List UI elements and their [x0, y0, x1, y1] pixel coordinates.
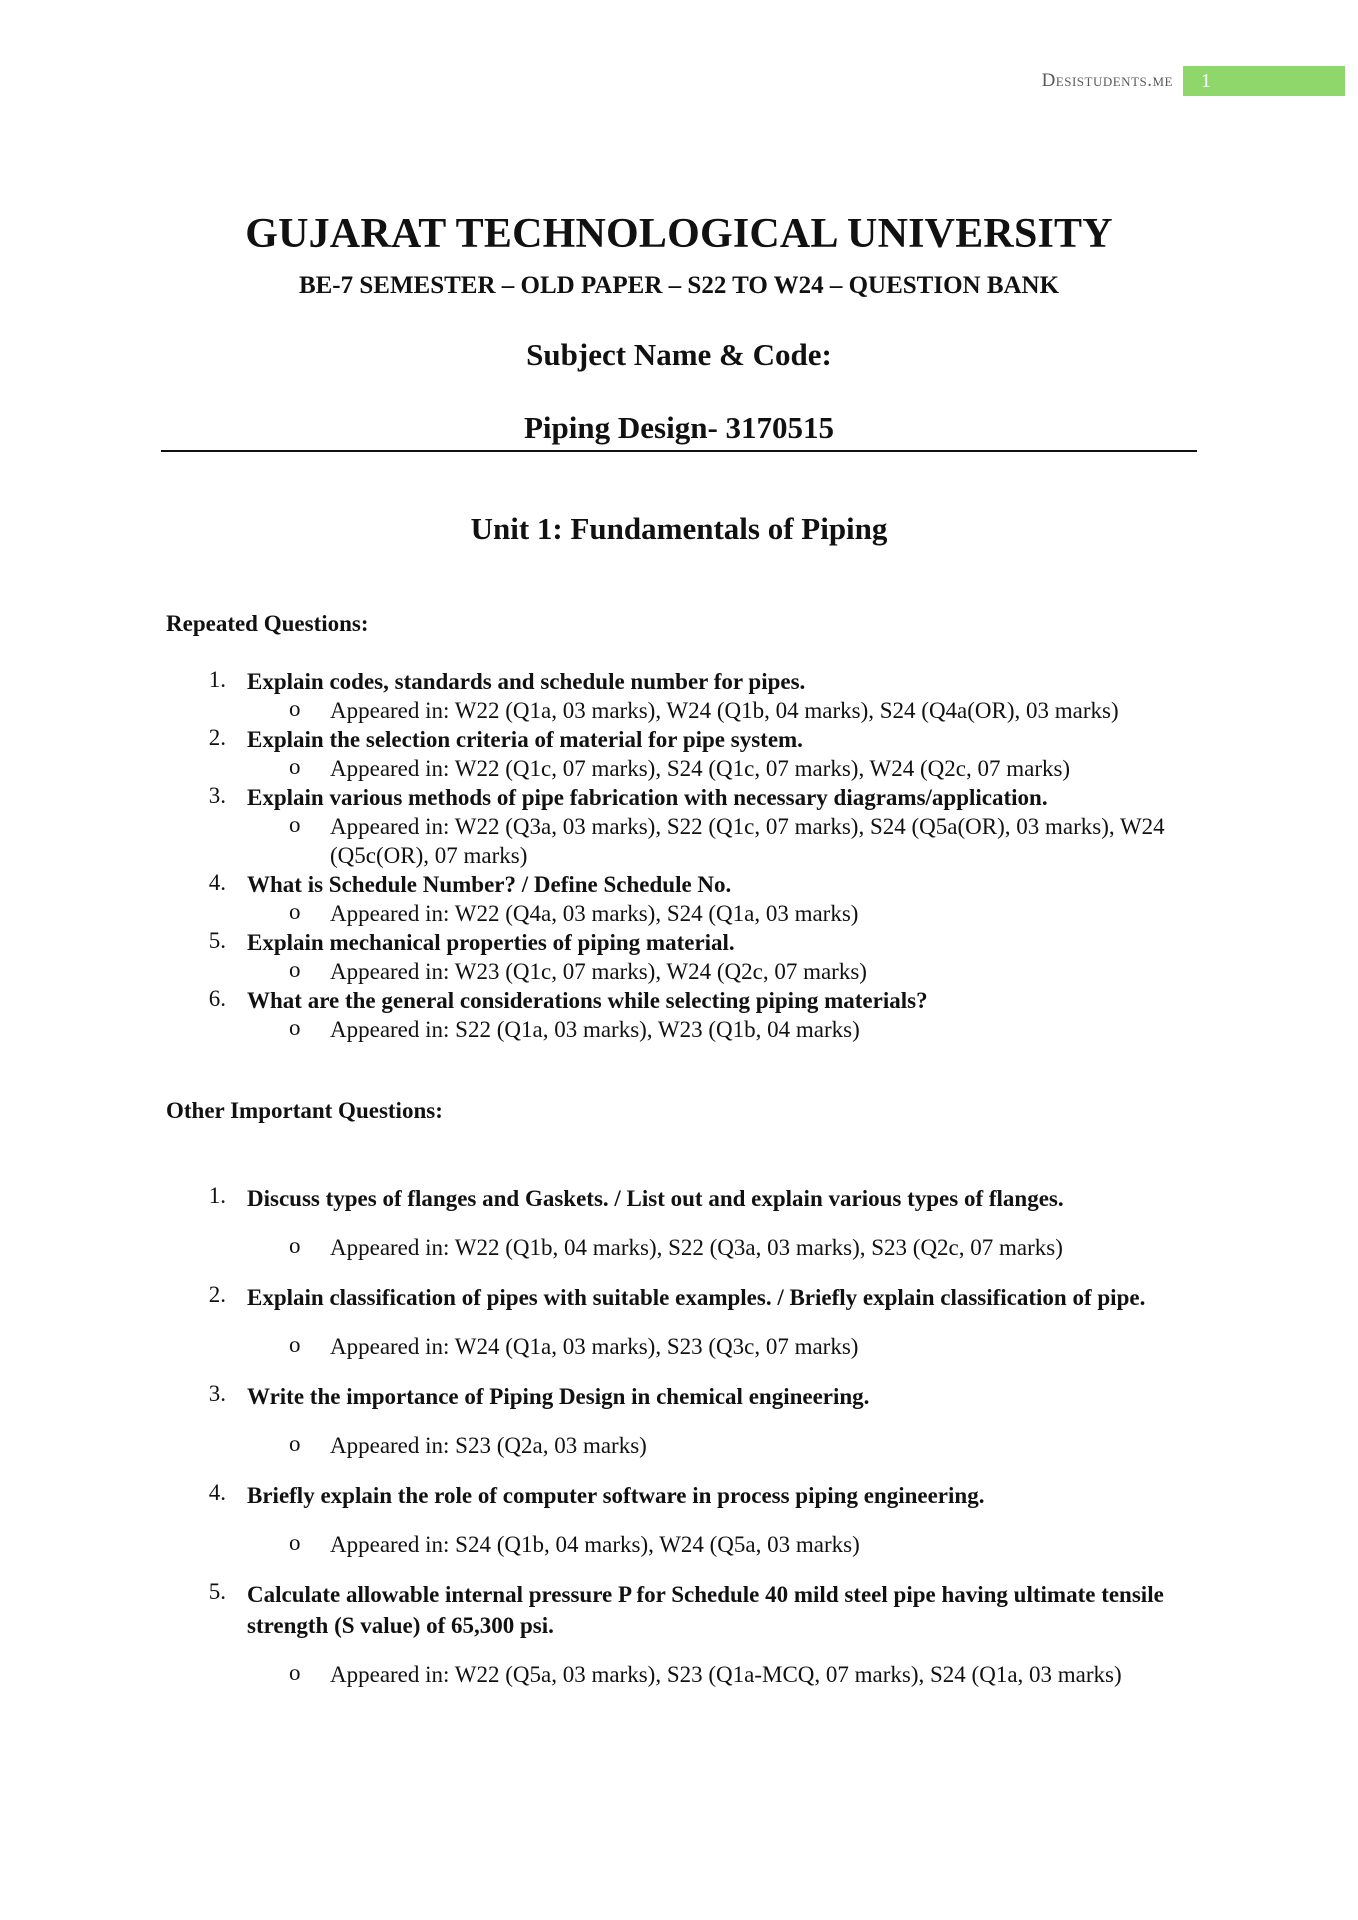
question-number: 3. [208, 783, 226, 808]
appeared-in-text: Appeared in: W22 (Q3a, 03 marks), S22 (Q1c, 07 marks), S24 (Q5a(OR), 03 marks), W24 (Q5c(OR), 07 marks) [330, 814, 1165, 868]
repeated-questions-heading: Repeated Questions: [166, 611, 369, 636]
other-questions-list [0, 1183, 1358, 1709]
appeared-in-text: Appeared in: S23 (Q2a, 03 marks) [330, 1433, 647, 1458]
question-number: 4. [208, 870, 226, 895]
question-text: Briefly explain the role of computer software in process piping engineering. [247, 1483, 985, 1508]
page-number-badge: 1 [1183, 66, 1345, 96]
appeared-in [0, 754, 1358, 783]
appeared-in [0, 1332, 1358, 1361]
question-item [0, 1381, 1358, 1460]
question-text: Write the importance of Piping Design in chemical engineering. [247, 1384, 870, 1409]
appeared-in [0, 696, 1358, 725]
paper-subtitle: BE-7 SEMESTER – OLD PAPER – S22 TO W24 – QUESTION BANK [298, 272, 1060, 299]
other-questions-heading: Other Important Questions: [166, 1098, 443, 1123]
question-number: 3. [208, 1381, 226, 1406]
question-text: Explain codes, standards and schedule number for pipes. [247, 669, 806, 694]
appeared-in [0, 1431, 1358, 1460]
question-text: Explain various methods of pipe fabrication with necessary diagrams/application. [247, 785, 1048, 810]
repeated-questions-list [0, 667, 1358, 1044]
bullet-marker: o [289, 899, 301, 924]
bullet-marker: o [289, 1660, 301, 1685]
subject-name-code: Piping Design- 3170515 [523, 410, 835, 445]
site-name [960, 70, 1173, 92]
question-item [0, 1183, 1358, 1262]
appeared-in [0, 957, 1358, 986]
question-number: 5. [208, 928, 226, 953]
question-number: 2. [208, 1282, 226, 1307]
site-name-rest: esistudents.me [1055, 70, 1173, 91]
appeared-in [0, 812, 1358, 870]
question-item [0, 667, 1358, 725]
question-number: 1. [208, 667, 226, 692]
question-number: 5. [208, 1579, 226, 1604]
question-item [0, 783, 1358, 870]
appeared-in-text: Appeared in: W22 (Q5a, 03 marks), S23 (Q1a-MCQ, 07 marks), S24 (Q1a, 03 marks) [330, 1662, 1122, 1687]
appeared-in-text: Appeared in: W24 (Q1a, 03 marks), S23 (Q3c, 07 marks) [330, 1334, 859, 1359]
question-item [0, 725, 1358, 783]
appeared-in-text: Appeared in: W22 (Q1c, 07 marks), S24 (Q1c, 07 marks), W24 (Q2c, 07 marks) [330, 756, 1071, 781]
bullet-marker: o [289, 957, 301, 982]
site-name-initial: D [1041, 70, 1056, 91]
bullet-marker: o [289, 1233, 301, 1258]
question-text: Explain mechanical properties of piping material. [247, 930, 735, 955]
question-item [0, 928, 1358, 986]
question-text: Discuss types of flanges and Gaskets. / List out and explain various types of flanges. [247, 1186, 1064, 1211]
unit-title: Unit 1: Fundamentals of Piping [470, 511, 888, 546]
question-item [0, 870, 1358, 928]
appeared-in [0, 1233, 1358, 1262]
appeared-in-text: Appeared in: W23 (Q1c, 07 marks), W24 (Q2c, 07 marks) [330, 959, 867, 984]
subject-label: Subject Name & Code: [526, 337, 832, 372]
question-item [0, 1282, 1358, 1361]
question-item [0, 1480, 1358, 1559]
question-text: Explain classification of pipes with suitable examples. / Briefly explain classification of pipe. [247, 1285, 1146, 1310]
question-number: 2. [208, 725, 226, 750]
question-text: What is Schedule Number? / Define Schedule No. [247, 872, 732, 897]
question-number: 4. [208, 1480, 226, 1505]
appeared-in [0, 1660, 1358, 1689]
bullet-marker: o [289, 1015, 301, 1040]
question-text: Calculate allowable internal pressure P for Schedule 40 mild steel pipe having ultimate tensile strength (S value) of 65,300 psi. [247, 1582, 1164, 1638]
appeared-in-text: Appeared in: S22 (Q1a, 03 marks), W23 (Q1b, 04 marks) [330, 1017, 860, 1042]
appeared-in-text: Appeared in: W22 (Q4a, 03 marks), S24 (Q1a, 03 marks) [330, 901, 859, 926]
bullet-marker: o [289, 1530, 301, 1555]
bullet-marker: o [289, 1431, 301, 1456]
horizontal-rule [161, 450, 1197, 452]
bullet-marker: o [289, 812, 301, 837]
university-title: GUJARAT TECHNOLOGICAL UNIVERSITY [245, 211, 1113, 257]
question-text: Explain the selection criteria of material for pipe system. [247, 727, 803, 752]
question-text: What are the general considerations while selecting piping materials? [247, 988, 928, 1013]
appeared-in [0, 1530, 1358, 1559]
question-item [0, 1579, 1358, 1689]
question-number: 6. [208, 986, 226, 1011]
bullet-marker: o [289, 696, 301, 721]
bullet-marker: o [289, 754, 301, 779]
appeared-in-text: Appeared in: W22 (Q1b, 04 marks), S22 (Q3a, 03 marks), S23 (Q2c, 07 marks) [330, 1235, 1063, 1260]
appeared-in-text: Appeared in: W22 (Q1a, 03 marks), W24 (Q1b, 04 marks), S24 (Q4a(OR), 03 marks) [330, 698, 1119, 723]
appeared-in-text: Appeared in: S24 (Q1b, 04 marks), W24 (Q5a, 03 marks) [330, 1532, 860, 1557]
appeared-in [0, 1015, 1358, 1044]
appeared-in [0, 899, 1358, 928]
bullet-marker: o [289, 1332, 301, 1357]
question-item [0, 986, 1358, 1044]
question-number: 1. [208, 1183, 226, 1208]
